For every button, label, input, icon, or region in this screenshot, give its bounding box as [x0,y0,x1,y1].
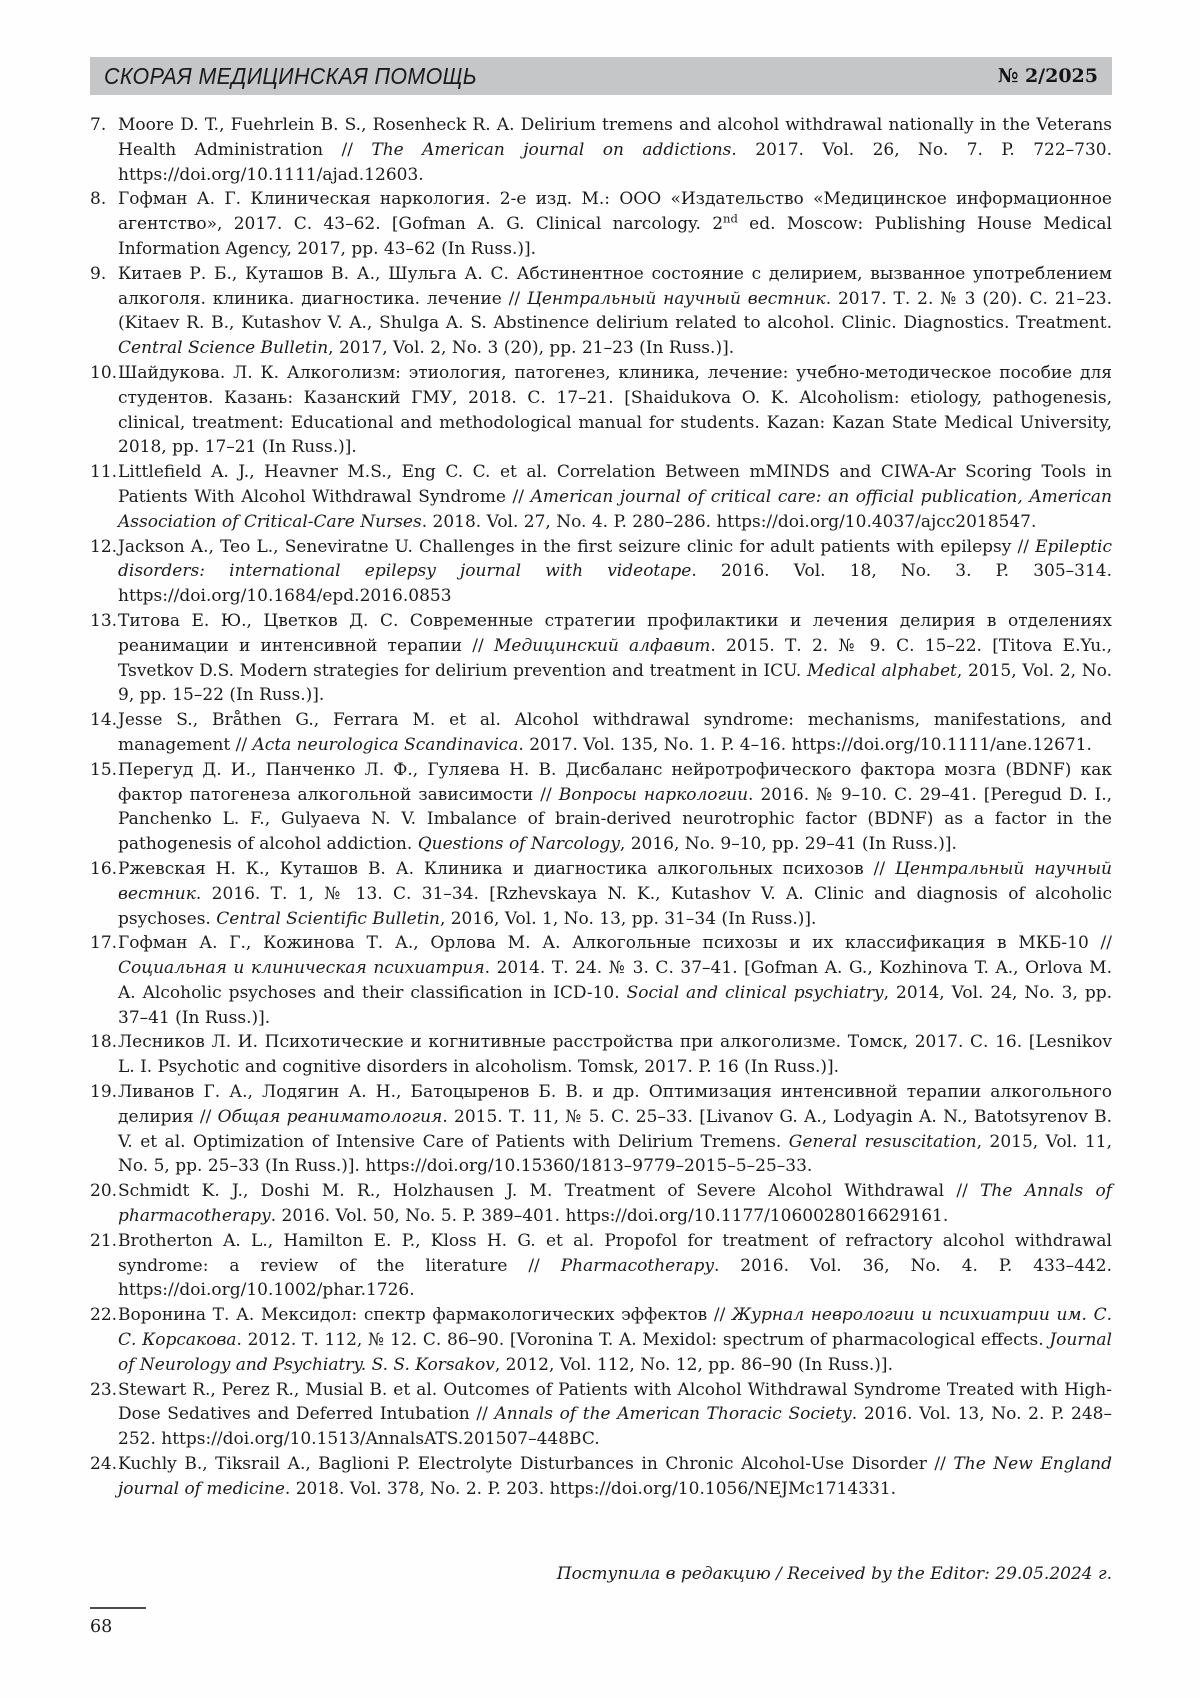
reference-segment: , 2016, Vol. 1, No. 13, pp. 31–34 (In Russ.)]. [439,908,817,929]
reference-number: 12. [90,536,118,557]
reference-item [90,535,1112,609]
reference-item [90,1378,1112,1452]
reference-segment: . 2017. Vol. 135, No. 1. P. 4–16. https://doi.org/10.1111/ane.12671. [518,734,1092,755]
reference-item [90,931,1112,1030]
journal-name: Центральный научный вестник [527,288,826,309]
journal-name: General resuscitation [788,1131,977,1152]
reference-item [90,758,1112,857]
reference-segment: Kuchly B., Tiksrail A., Baglioni P. Electrolyte Disturbances in Chronic Alcohol-Use Disorder // [118,1454,954,1475]
reference-number: 16. [90,858,118,879]
journal-name: Журнал неврологии и психиатрии им. С. С. Корсакова [118,1305,1113,1351]
journal-name: Central Scientific Bulletin [216,908,440,929]
reference-text [118,611,1112,705]
reference-text [118,933,1112,1027]
reference-segment: Воронина Т. А. Мексидол: спектр фармакологических эффектов // [118,1305,733,1326]
reference-number: 19. [90,1082,118,1103]
reference-text [118,115,1112,185]
reference-number: 22. [90,1305,118,1326]
journal-name: Pharmacotherapy [560,1255,714,1276]
reference-segment: . 2017. Т. 2. № 3 (20). С. 21–23. (Kitaev R. B., Kutashov V. A., Shulga A. S. Abstinence delirium related to alcohol. Clinic. Diagnostics. Treatment. [118,288,1113,334]
journal-name: Questions of Narcology [417,834,620,855]
reference-segment: Moore D. T., Fuehrlein B. S., Rosenheck R. A. Delirium tremens and alcohol withdrawal nationally in the Veterans Health Administration // [118,115,1112,160]
reference-item [90,1452,1112,1502]
reference-number: 13. [90,610,118,631]
reference-item [90,113,1112,187]
journal-title: СКОРАЯ МЕДИЦИНСКАЯ ПОМОЩЬ [104,62,477,89]
reference-item [90,1179,1112,1229]
reference-segment: . 2018. Vol. 378, No. 2. P. 203. https://doi.org/10.1056/NEJMc1714331. [284,1478,897,1499]
references-list [90,113,1112,1502]
journal-name: American journal of critical care: an official publication, American Association of Critical-Care Nurses [118,486,1112,532]
ordinal-superscript: nd [723,211,738,226]
reference-text [118,363,1112,457]
received-by-editor-line: Поступила в редакцию / Received by the Editor: 29.05.2024 г. [556,1564,1112,1584]
journal-name: Medical alphabet [806,660,957,681]
issue-number: № 2/2025 [997,65,1098,87]
reference-item [90,609,1112,708]
reference-text [118,1181,1112,1226]
reference-item [90,1080,1112,1179]
journal-header-bar [90,57,1112,95]
reference-number: 7. [90,115,107,135]
reference-number: 10. [90,362,118,383]
footer-rule [90,1607,146,1609]
reference-number: 23. [90,1379,118,1400]
reference-text [118,1082,1112,1176]
journal-name: Общая реаниматология [217,1106,443,1127]
reference-segment: Перегуд Д. И., Панченко Л. Ф., Гуляева Н. В. Дисбаланс нейротрофического фактора мозга (BDNF) как фактор патогенеза алкогольной зависимости // [118,759,1112,805]
reference-segment: , 2016, No. 9–10, pp. 29–41 (In Russ.)]. [619,834,957,855]
journal-name: Annals of the American Thoracic Society [494,1404,852,1425]
reference-segment: Jackson A., Teo L., Seneviratne U. Challenges in the first seizure clinic for adult patients with epilepsy // [118,536,1036,557]
journal-name: Central Science Bulletin [118,338,329,359]
reference-number: 17. [90,933,118,954]
reference-segment: Littlefield A. J., Heavner M.S., Eng C. C. et al. Correlation Between mMINDS and CIWA-Ar Scoring Tools in Patients With Alcohol Withdrawal Syndrome // [118,462,1112,507]
reference-segment: . 2015. Т. 2. № 9. С. 15–22. [Titova E.Yu., Tsvetkov D.S. Modern strategies for delirium prevention and treatment in ICU. [118,635,1112,681]
reference-segment: Brotherton A. L., Hamilton E. P., Kloss H. G. et al. Propofol for treatment of refractory alcohol withdrawal syndrome: a review of the literature // [118,1230,1112,1276]
reference-number: 21. [90,1230,118,1251]
reference-text [118,1231,1112,1301]
page-number: 68 [90,1617,113,1637]
reference-segment: Stewart R., Perez R., Musial B. et al. Outcomes of Patients with Alcohol Withdrawal Syndrome Treated with High-Dose Sedatives and Deferred Intubation // [118,1379,1112,1425]
reference-segment: Гофман А. Г., Кожинова Т. А., Орлова М. А. Алкогольные психозы и их классификация в МКБ-10 // [118,933,1112,954]
reference-item [90,708,1112,758]
reference-text [118,760,1112,854]
reference-segment: Гофман А. Г. Клиническая наркология. 2-е изд. М.: ООО «Издательство «Медицинское информационное агентство», 2017. С. 43–62. [Gofman A. G. Clinical narcology. 2 [118,189,1112,235]
reference-segment: , 2015, Vol. 11, No. 5, pp. 25–33 (In Russ.)]. https://doi.org/10.15360/1813–9779–2015–5–25–33. [118,1131,1112,1177]
reference-item [90,262,1112,361]
reference-segment: . 2016. Vol. 50, No. 5. P. 389–401. https://doi.org/10.1177/1060028016629161. [270,1206,949,1227]
journal-name: Социальная и клиническая психиатрия [118,958,485,979]
reference-segment: . 2015. Т. 11, № 5. С. 25–33. [Livanov G. A., Lodyagin A. N., Batotsyrenov B. V. et al. Optimization of Intensive Care of Patients with Delirium Tremens. [118,1106,1112,1152]
reference-text [118,462,1112,532]
reference-item [90,857,1112,931]
journal-name: The Annals of pharmacotherapy [118,1181,1113,1227]
reference-segment: , 2014, Vol. 24, No. 3, pp. 37–41 (In Russ.)]. [118,982,1112,1028]
journal-name: Медицинский алфавит [494,635,711,656]
reference-number: 15. [90,759,118,780]
reference-text [118,189,1112,259]
reference-segment: Schmidt K. J., Doshi M. R., Holzhausen J. M. Treatment of Severe Alcohol Withdrawal // [118,1181,981,1202]
reference-text [118,1032,1112,1077]
reference-item [90,361,1112,460]
journal-name: The New England journal of medicine [118,1454,1112,1499]
reference-segment: Титова Е. Ю., Цветков Д. С. Современные стратегии профилактики и лечения делирия в отделениях реанимации и интенсивной терапии // [118,610,1112,656]
reference-number: 24. [90,1454,118,1475]
reference-number: 8. [90,189,107,210]
reference-number: 18. [90,1032,118,1053]
journal-name: Вопросы наркологии [558,784,749,805]
reference-segment: . 2014. Т. 24. № 3. С. 37–41. [Gofman A. G., Kozhinova T. A., Orlova M. A. Alcoholic psychoses and their classification in ICD-10. [118,958,1112,1003]
reference-number: 20. [90,1181,118,1202]
reference-segment: , 2015, Vol. 2, No. 9, pp. 15–22 (In Russ.)]. [118,660,1112,706]
reference-segment: . 2016. Vol. 13, No. 2. P. 248–252. https://doi.org/10.1513/AnnalsATS.201507–448BC. [118,1404,1112,1450]
reference-segment: . 2016. Vol. 18, No. 3. P. 305–314. https://doi.org/10.1684/epd.2016.0853 [118,561,1113,607]
reference-segment: Китаев Р. Б., Куташов В. А., Шульга А. С. Абстинентное состояние с делирием, вызванное употреблением алкоголя. клиника. диагностика. лечение // [118,263,1112,309]
journal-name: Journal of Neurology and Psychiatry. S. S. Korsakov [118,1330,1112,1375]
reference-item [90,1229,1112,1303]
reference-number: 14. [90,710,118,731]
reference-segment: . 2016. Vol. 36, No. 4. P. 433–442. https://doi.org/10.1002/phar.1726. [118,1255,1112,1301]
journal-name: Epileptic disorders: international epilepsy journal with videotape [118,536,1112,582]
reference-segment: Jesse S., Bråthen G., Ferrara M. et al. Alcohol withdrawal syndrome: mechanisms, manifestations, and management // [118,710,1112,755]
reference-segment: Лесников Л. И. Психотические и когнитивные расстройства при алкоголизме. Томск, 2017. С. 16. [Lesnikov L. I. Psychotic and cognitive disorders in alcoholism. Tomsk, 2017. P. 16 (In Russ.)]. [118,1032,1112,1078]
reference-segment: Шайдукова. Л. К. Алкоголизм: этиология, патогенез, клиника, лечение: учебно-методическое пособие для студентов. Казань: Казанский ГМУ, 2018. С. 17–21. [Shaidukova O. K. Alcoholism: etiology, pathogenesis, clinical, treatment: Educational and methodological manual for students. Kazan: Kazan State Medical University, 2018, pp. 17–21 (In Russ.)]. [118,362,1112,458]
journal-name: Social and clinical psychiatry [626,982,884,1003]
reference-segment: Ливанов Г. А., Лодягин А. Н., Батоцыренов Б. В. и др. Оптимизация интенсивной терапии алкогольного делирия // [118,1082,1112,1127]
reference-text [118,1305,1112,1375]
reference-item [90,1030,1112,1080]
reference-segment: . 2016. № 9–10. С. 29–41. [Peregud D. I., Panchenko L. F., Gulyaeva N. V. Imbalance of brain-derived neurotrophic factor (BDNF) as a factor in the pathogenesis of alcohol addiction. [118,784,1113,855]
reference-segment: . 2012. Т. 112, № 12. С. 86–90. [Voronina T. A. Mexidol: spectrum of pharmacological effects. [236,1330,1050,1351]
reference-item [90,460,1112,534]
reference-text [118,859,1112,929]
references-section [90,113,1112,1502]
reference-segment: , 2017, Vol. 2, No. 3 (20), pp. 21–23 (In Russ.)]. [328,338,735,359]
journal-name: Acta neurologica Scandinavica [252,734,519,755]
reference-segment: . 2018. Vol. 27, No. 4. P. 280–286. https://doi.org/10.4037/ajcc2018547. [421,511,1037,532]
reference-text [118,710,1112,755]
reference-text [118,264,1112,358]
reference-item [90,1303,1112,1377]
reference-segment: , 2012, Vol. 112, No. 12, pp. 86–90 (In Russ.)]. [494,1354,893,1375]
reference-text [118,537,1112,607]
reference-text [118,1380,1112,1450]
reference-segment: Ржевская Н. К., Куташов В. А. Клиника и диагностика алкогольных психозов // [118,858,895,879]
reference-item [90,187,1112,261]
reference-number: 9. [90,263,107,284]
reference-segment: . 2016. Т. 1, № 13. С. 31–34. [Rzhevskaya N. K., Kutashov V. A. Clinic and diagnosis of alcoholic psychoses. [118,883,1112,929]
reference-text [118,1454,1112,1499]
reference-segment: . 2017. Vol. 26, No. 7. P. 722–730. https://doi.org/10.1111/ajad.12603. [118,139,1112,185]
journal-name: Центральный научный вестник [118,858,1112,904]
reference-number: 11. [90,462,118,483]
reference-segment: ed. Moscow: Publishing House Medical Information Agency, 2017, pp. 43–62 (In Russ.)]. [118,214,1112,259]
journal-name: The American journal on addictions [371,139,732,160]
